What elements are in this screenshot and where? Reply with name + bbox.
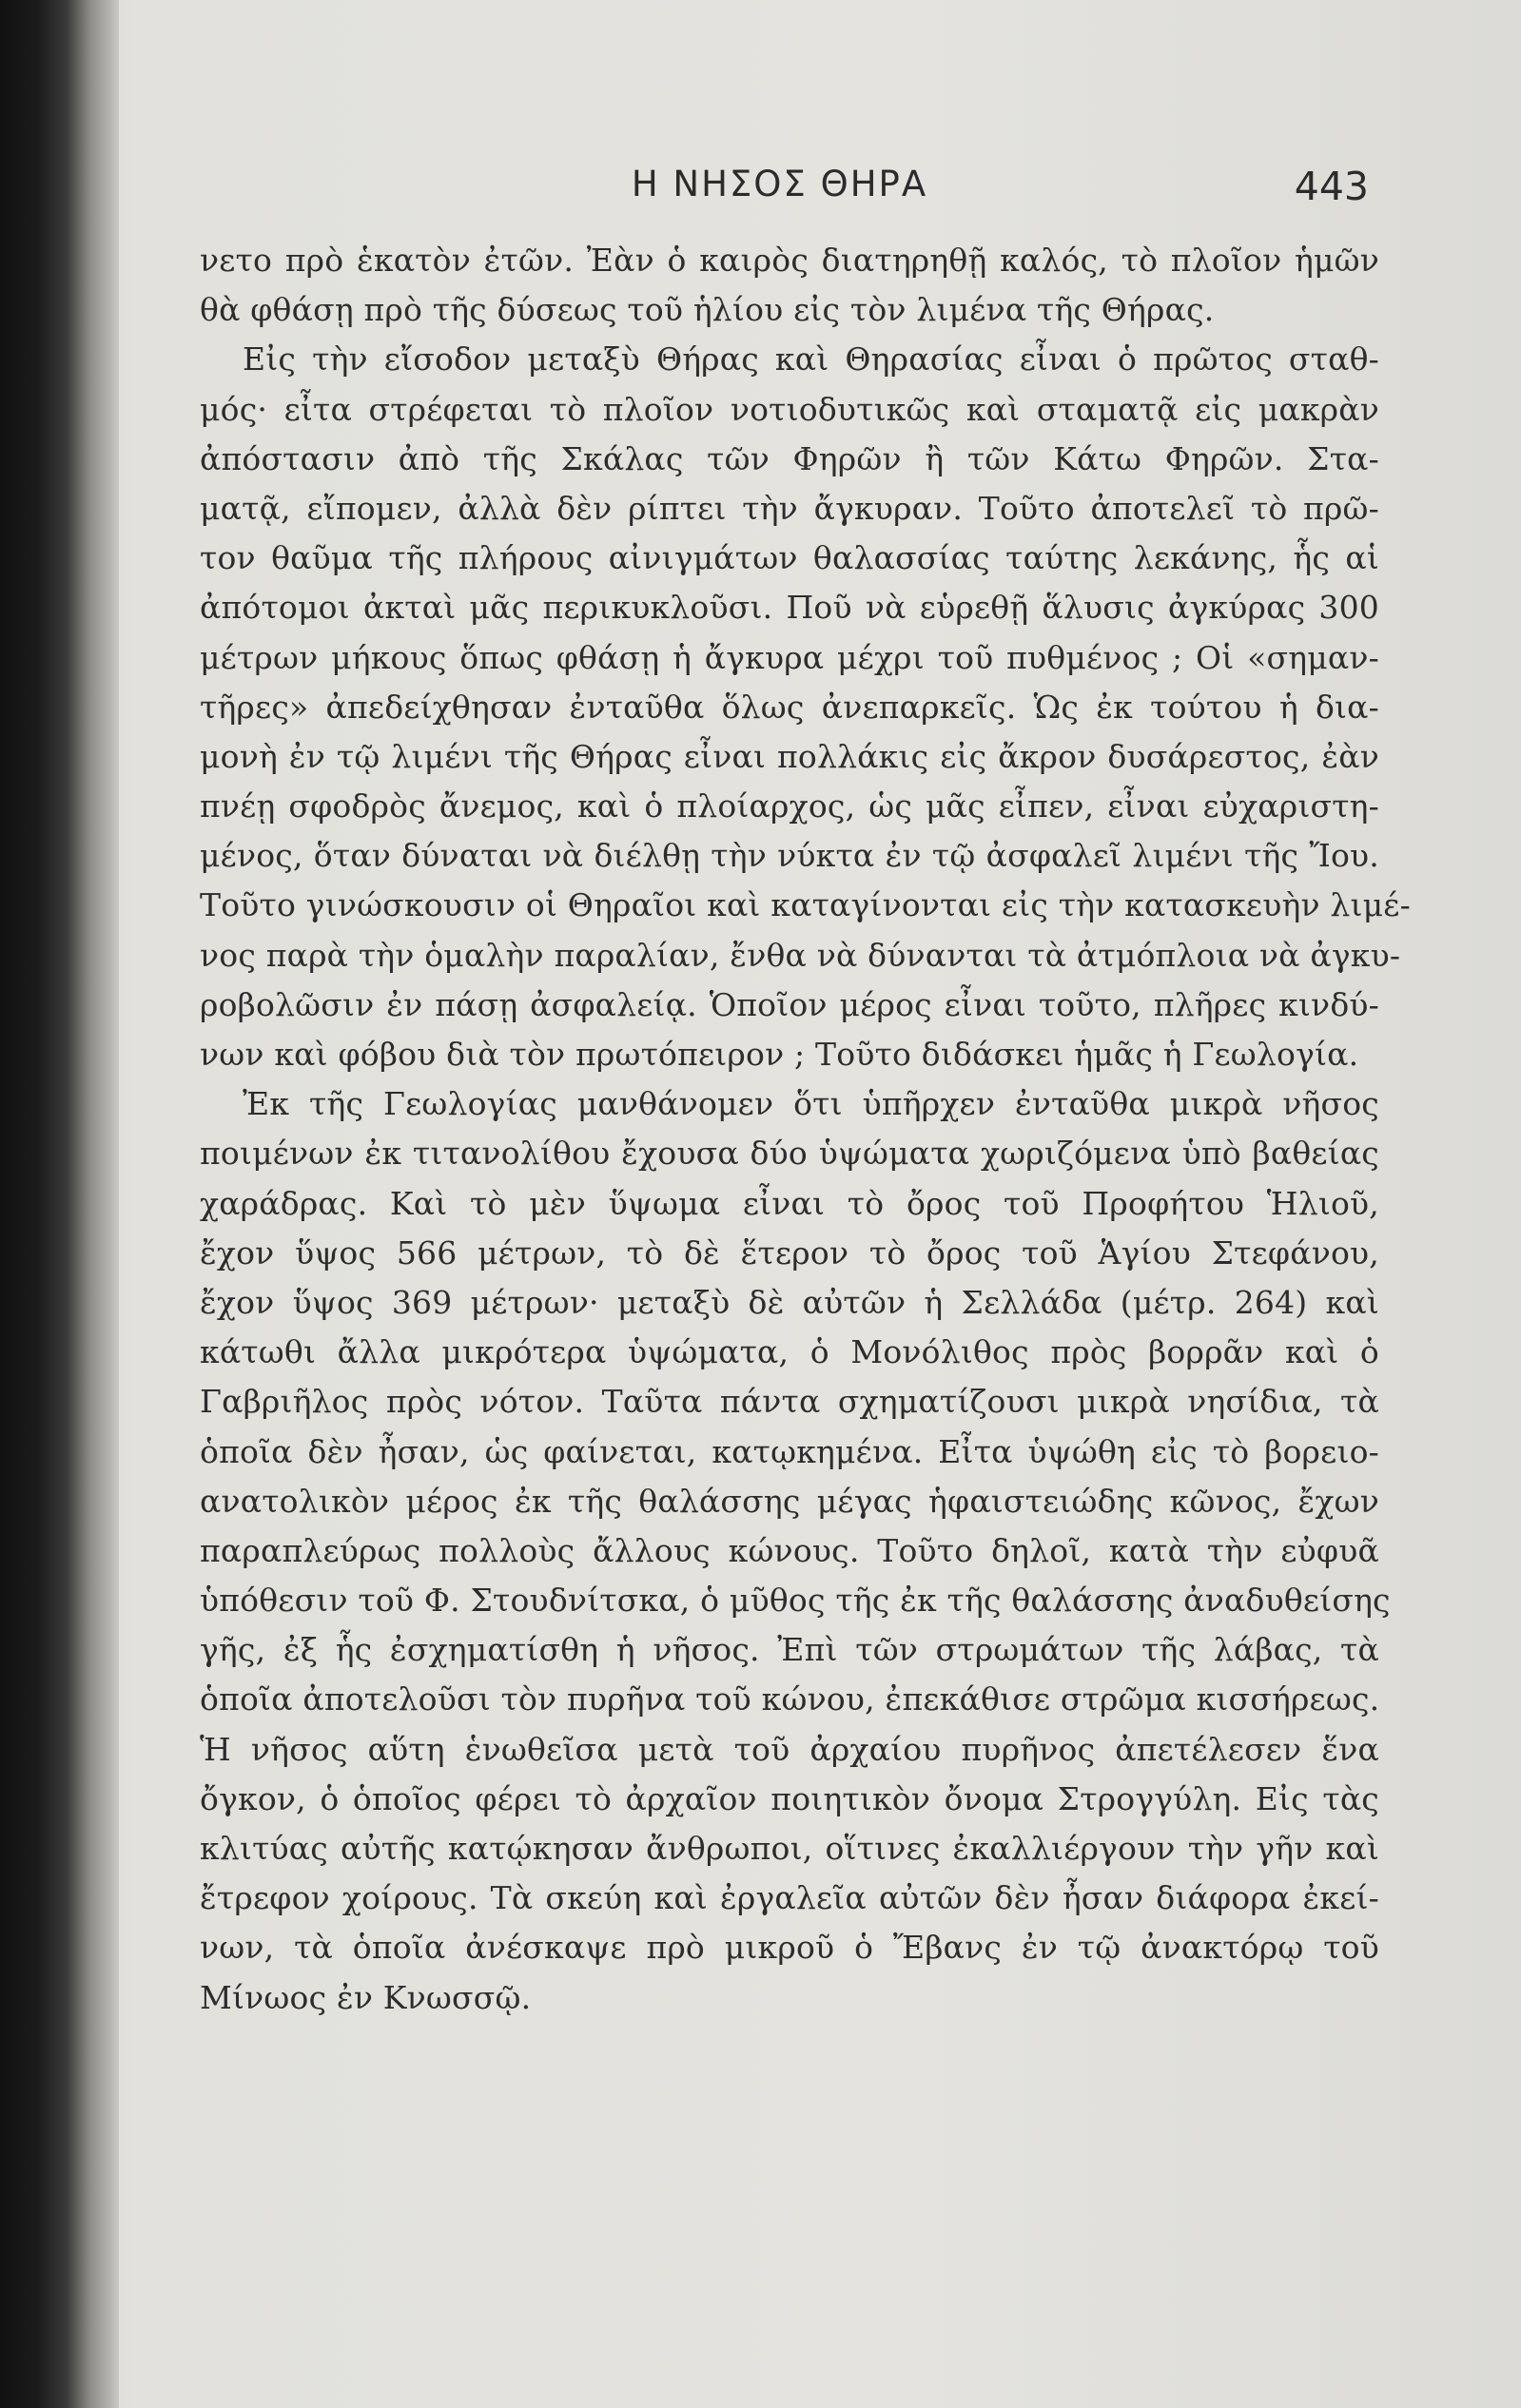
text-line: νων καὶ φόβου διὰ τὸν πρωτόπειρον ; Τοῦτο διδάσκει ἡμᾶς ἡ Γεωλογία. [200,1036,1359,1073]
text-line: πνέῃ σφοδρὸς ἄνεμος, καὶ ὁ πλοίαρχος, ὡς μᾶς εἶπεν, εἶναι εὐχαριστη- [200,787,1379,825]
text-line: νων, τὰ ὁποῖα ἀνέσκαψε πρὸ μικροῦ ὁ Ἔβανς ἐν τῷ ἀνακτόρῳ τοῦ [200,1929,1379,1967]
text-line: κάτωθι ἄλλα μικρότερα ὑψώματα, ὁ Μονόλιθος πρὸς βορρᾶν καὶ ὁ [200,1333,1379,1371]
text-line: μός· εἶτα στρέφεται τὸ πλοῖον νοτιοδυτικῶς καὶ σταματᾷ εἰς μακρὰν [200,390,1379,428]
text-line: τῆρες» ἀπεδείχθησαν ἐνταῦθα ὅλως ἀνεπαρκεῖς. Ὡς ἐκ τούτου ἡ δια- [200,688,1379,726]
text-line: χαράδρας. Καὶ τὸ μὲν ὕψωμα εἶναι τὸ ὄρος τοῦ Προφήτου Ἡλιοῦ, [200,1184,1379,1222]
text-line: τον θαῦμα τῆς πλήρους αἰνιγμάτων θαλασσίας ταύτης λεκάνης, ἧς αἱ [200,539,1379,577]
page-number: 443 [1294,164,1369,209]
text-line: ὁποῖα δὲν ἦσαν, ὡς φαίνεται, κατῳκημένα. Εἶτα ὑψώθη εἰς τὸ βορειο- [200,1432,1379,1470]
text-line: θὰ φθάσῃ πρὸ τῆς δύσεως τοῦ ἡλίου εἰς τὸν λιμένα τῆς Θήρας. [200,291,1215,329]
text-line: ἔχον ὕψος 369 μέτρων· μεταξὺ δὲ αὐτῶν ἡ Σελλάδα (μέτρ. 264) καὶ [200,1283,1379,1321]
text-line: κλιτύας αὐτῆς κατῴκησαν ἄνθρωποι, οἵτινες ἐκαλλιέργουν τὴν γῆν καὶ [200,1830,1379,1867]
text-line: νος παρὰ τὴν ὁμαλὴν παραλίαν, ἔνθα νὰ δύνανται τὰ ἀτμόπλοια νὰ ἀγκυ- [200,936,1401,974]
text-line: ὑπόθεσιν τοῦ Φ. Στουδνίτσκα, ὁ μῦθος τῆς ἐκ τῆς θαλάσσης ἀναδυθείσης [200,1582,1391,1620]
text-line: Μίνωος ἐν Κνωσσῷ. [200,1978,532,2016]
text-line: ματᾷ, εἴπομεν, ἀλλὰ δὲν ρίπτει τὴν ἄγκυραν. Τοῦτο ἀποτελεῖ τὸ πρῶ- [200,489,1379,527]
text-line: μονὴ ἐν τῷ λιμένι τῆς Θήρας εἶναι πολλάκις εἰς ἄκρον δυσάρεστος, ἐὰν [200,737,1379,775]
text-line: ὁποῖα ἀποτελοῦσι τὸν πυρῆνα τοῦ κώνου, ἐπεκάθισε στρῶμα κισσήρεως. [200,1680,1380,1719]
text-line: Εἰς τὴν εἴσοδον μεταξὺ Θήρας καὶ Θηρασίας εἶναι ὁ πρῶτος σταθ- [243,340,1379,379]
book-binding-shadow [0,0,119,2408]
text-line: μένος, ὅταν δύναται νὰ διέλθῃ τὴν νύκτα ἐν τῷ ἀσφαλεῖ λιμένι τῆς Ἴου. [200,837,1379,875]
text-line: ἔτρεφον χοίρους. Τὰ σκεύη καὶ ἐργαλεῖα αὐτῶν δὲν ἦσαν διάφορα ἐκεί- [200,1879,1379,1917]
text-line: μέτρων μήκους ὅπως φθάσῃ ἡ ἄγκυρα μέχρι τοῦ πυθμένος ; Οἱ «σημαν- [200,638,1379,676]
body-text [200,236,1411,2023]
text-line: ανατολικὸν μέρος ἐκ τῆς θαλάσσης μέγας ἡφαιστειώδης κῶνος, ἔχων [200,1482,1379,1520]
text-line: ὄγκον, ὁ ὁποῖος φέρει τὸ ἀρχαῖον ποιητικὸν ὄνομα Στρογγύλη. Εἰς τὰς [200,1779,1379,1817]
text-line: Τοῦτο γινώσκουσιν οἱ Θηραῖοι καὶ καταγίνονται εἰς τὴν κατασκευὴν λιμέ- [200,886,1411,924]
text-line: Ἐκ τῆς Γεωλογίας μανθάνομεν ὅτι ὑπῆρχεν ἐνταῦθα μικρὰ νῆσος [243,1085,1379,1123]
text-line: Γαβριῆλος πρὸς νότον. Ταῦτα πάντα σχηματίζουσι μικρὰ νησίδια, τὰ [200,1383,1379,1421]
text-line: παραπλεύρως πολλοὺς ἄλλους κώνους. Τοῦτο δηλοῖ, κατὰ τὴν εὐφυᾶ [200,1531,1379,1569]
text-line: γῆς, ἐξ ἧς ἐσχηματίσθη ἡ νῆσος. Ἐπὶ τῶν στρωμάτων τῆς λάβας, τὰ [200,1631,1379,1669]
text-line: ἀπότομοι ἀκταὶ μᾶς περικυκλοῦσι. Ποῦ νὰ εὑρεθῇ ἅλυσις ἀγκύρας 300 [200,589,1379,627]
text-line: ἀπόστασιν ἀπὸ τῆς Σκάλας τῶν Φηρῶν ἢ τῶν Κάτω Φηρῶν. Στα- [200,439,1379,477]
running-head [0,164,1521,221]
running-title: Η ΝΗΣΟΣ ΘΗΡΑ [631,164,928,204]
text-line: ἔχον ὕψος 566 μέτρων, τὸ δὲ ἕτερον τὸ ὄρος τοῦ Ἁγίου Στεφάνου, [200,1233,1379,1272]
text-line: νετο πρὸ ἑκατὸν ἐτῶν. Ἐὰν ὁ καιρὸς διατηρηθῇ καλός, τὸ πλοῖον ἡμῶν [200,242,1379,279]
text-line: ποιμένων ἐκ τιτανολίθου ἔχουσα δύο ὑψώματα χωριζόμενα ὑπὸ βαθείας [200,1135,1379,1173]
text-line: Ἡ νῆσος αὕτη ἑνωθεῖσα μετὰ τοῦ ἀρχαίου πυρῆνος ἀπετέλεσεν ἕνα [200,1730,1379,1768]
text-line: ροβολῶσιν ἐν πάσῃ ἀσφαλείᾳ. Ὁποῖον μέρος εἶναι τοῦτο, πλῆρες κινδύ- [200,985,1379,1023]
